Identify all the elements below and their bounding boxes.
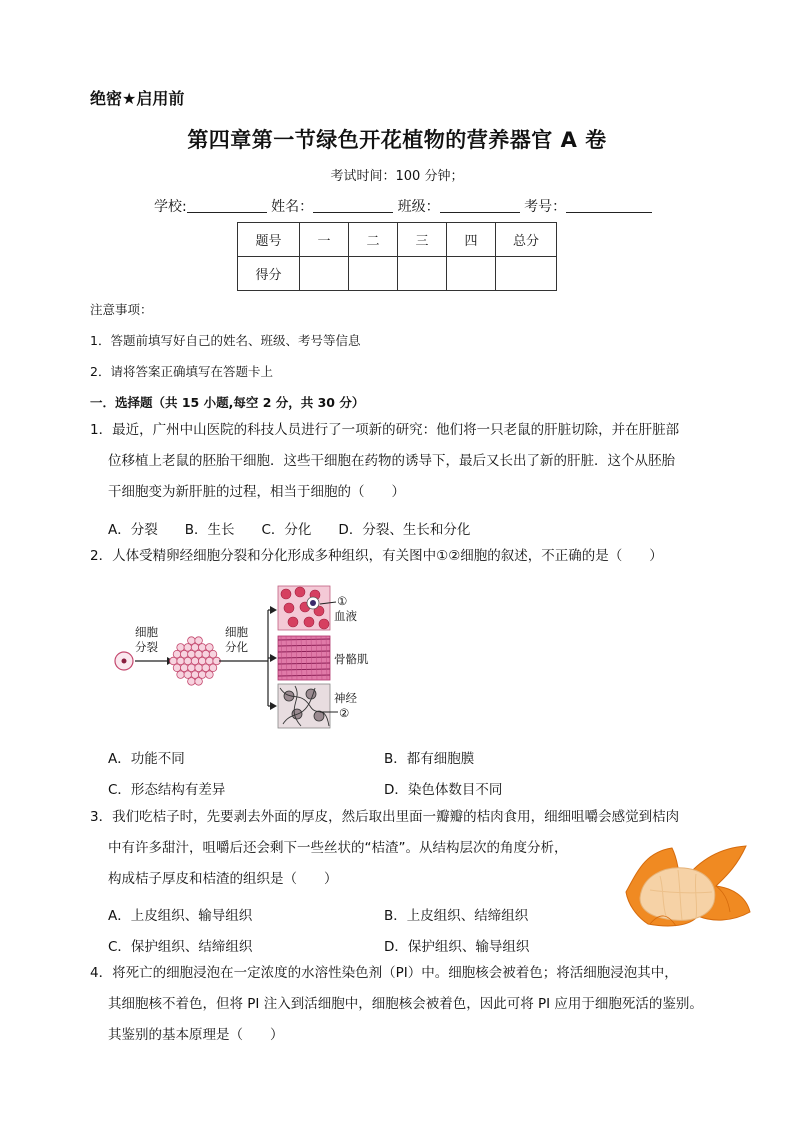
differentiation-label-2: 分化 [225,640,248,654]
fertilized-egg-icon [115,652,133,670]
blood-tissue-image [278,586,330,630]
question-4-line-2: 其细胞核不着色，但将 PI 注入到活细胞中，细胞核会被着色，因此可将 PI 应用于细胞死活的鉴别。 [108,996,703,1012]
question-3-option-a: A．上皮组织、输导组织 [108,908,253,924]
arrow-blood-head [270,606,277,614]
question-1-line-1: 1．最近，广州中山医院的科技人员进行了一项新的研究：他们将一只老鼠的肝脏切除，并在肝脏部 [90,422,680,438]
label-circle-1: ① [337,594,348,608]
score-table-header-row [238,223,557,257]
score-table-cell: 题号 [238,223,300,257]
number-label: 考号： [524,199,567,215]
notice-item-1: 1．答题前填写好自己的姓名、班级、考号等信息 [90,333,361,348]
division-label-2: 分裂 [135,640,158,654]
score-table-cell: 一 [300,223,349,257]
question-2-option-b: B．都有细胞膜 [384,751,475,767]
notice-item-2: 2．请将答案正确填写在答题卡上 [90,364,273,379]
label-nerve: 神经 [334,691,357,705]
differentiation-label-1: 细胞 [225,625,248,639]
question-3-option-d: D．保护组织、输导组织 [384,939,530,955]
score-input-cell[interactable] [349,257,398,291]
score-table-cell: 二 [349,223,398,257]
question-2-option-c: C．形态结构有差异 [108,782,226,798]
section-heading: 一．选择题（共 15 小题,每空 2 分，共 30 分） [90,395,365,410]
question-3-option-c: C．保护组织、结缔组织 [108,939,253,955]
question-3-line-3: 构成桔子厚皮和桔渣的组织是（ ） [108,871,338,887]
question-1-options: A．分裂 B．生长 C．分化 D．分裂、生长和分化 [108,522,471,538]
label-circle-2: ② [339,706,350,720]
question-1-line-3: 干细胞变为新肝脏的过程，相当于细胞的（ ） [108,484,405,500]
school-field[interactable] [187,198,267,213]
question-4-line-1: 4．将死亡的细胞浸泡在一定浓度的水溶性染色剂（PI）中。细胞核会被着色；将活细胞浸泡其中， [90,965,678,981]
score-input-cell[interactable] [496,257,557,291]
label-blood: 血液 [334,609,357,623]
score-table-cell: 三 [398,223,447,257]
score-input-cell[interactable] [398,257,447,291]
student-info-line [154,196,652,216]
page-title: 第四章第一节绿色开花植物的营养器官 A 卷 [187,128,607,152]
score-table-score-row [238,257,557,291]
score-table [237,222,557,291]
score-input-cell[interactable] [300,257,349,291]
score-table-cell: 四 [447,223,496,257]
question-2-option-a: A．功能不同 [108,751,185,767]
question-4-line-3: 其鉴别的基本原理是（ ） [108,1027,284,1043]
question-3-line-1: 3．我们吃桔子时，先要剥去外面的厚皮，然后取出里面一瓣瓣的桔肉食用，细细咀嚼会感觉到桔肉 [90,809,680,825]
score-input-cell[interactable] [447,257,496,291]
school-label: 学校: [154,199,187,215]
question-3-option-b: B．上皮组织、结缔组织 [384,908,529,924]
cell-cluster-icon [170,637,221,685]
arrow-nerve-head [270,702,277,710]
score-table-cell: 得分 [238,257,300,291]
question-2-option-d: D．染色体数目不同 [384,782,503,798]
nerve-tissue-image [278,684,330,728]
class-label: 班级： [397,199,440,215]
exam-time: 考试时间：100 分钟； [330,169,464,184]
confidential-mark: 绝密★启用前 [90,89,185,108]
arrow-muscle-head [270,654,277,662]
peeled-tangerine-image [620,842,754,930]
question-3-line-2: 中有许多甜汁，咀嚼后还会剩下一些丝状的“桔渣”。从结构层次的角度分析， [108,840,568,856]
division-label-1: 细胞 [135,625,158,639]
label-skeletal-muscle: 骨骼肌 [334,652,369,666]
skeletal-muscle-image [278,636,330,680]
cell-differentiation-diagram [105,578,385,733]
score-table-cell: 总分 [496,223,557,257]
name-field[interactable] [313,198,393,213]
class-field[interactable] [440,198,520,213]
number-field[interactable] [566,198,652,213]
question-1-line-2: 位移植上老鼠的胚胎干细胞．这些干细胞在药物的诱导下，最后又长出了新的肝脏．这个从胚胎 [108,453,675,469]
question-2-stem: 2．人体受精卵经细胞分裂和分化形成多种组织，有关图中①②细胞的叙述，不正确的是（ ） [90,548,663,564]
notice-title: 注意事项： [90,302,153,317]
name-label: 姓名： [271,199,314,215]
